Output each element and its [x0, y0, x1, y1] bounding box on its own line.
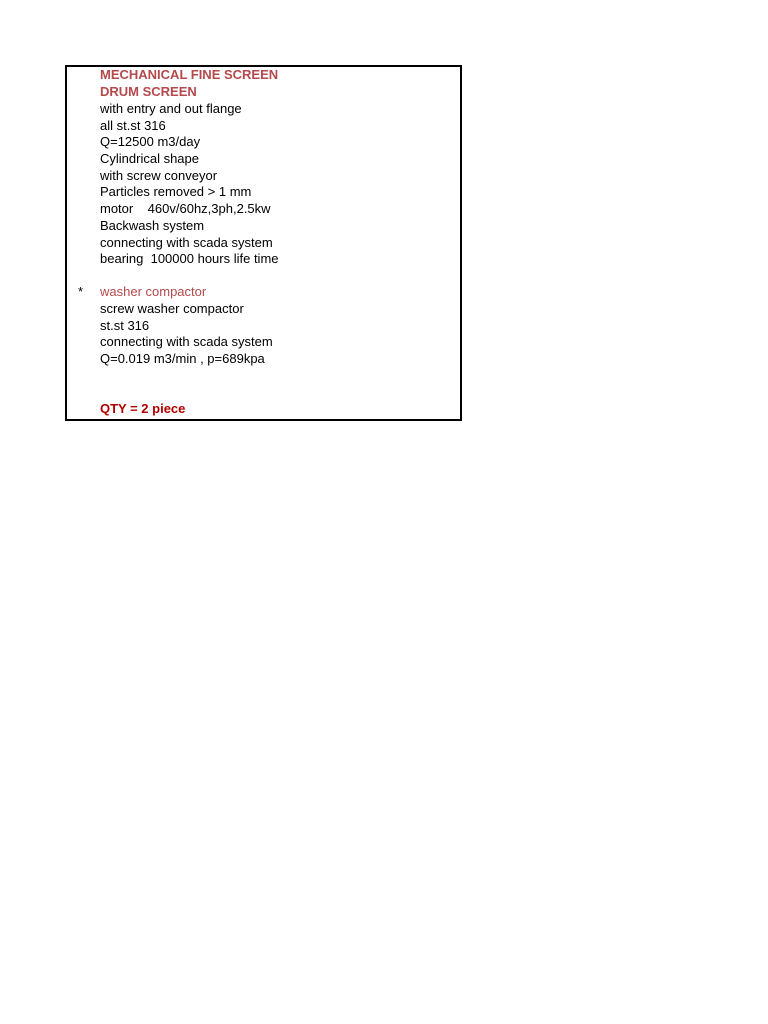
- spec-line: connecting with scada system: [100, 235, 273, 250]
- section-subheading: DRUM SCREEN: [100, 84, 197, 99]
- bullet-marker: *: [78, 284, 84, 299]
- spec-line: screw washer compactor: [100, 301, 244, 316]
- spec-line: Backwash system: [100, 218, 205, 233]
- quantity-label: QTY = 2 piece: [100, 401, 186, 416]
- washer-heading: washer compactor: [100, 284, 207, 299]
- spec-line: st.st 316: [100, 318, 150, 333]
- spec-box: [65, 65, 462, 421]
- spec-line: Q=12500 m3/day: [100, 134, 201, 149]
- spec-line: all st.st 316: [100, 118, 166, 133]
- spec-line: with entry and out flange: [100, 101, 242, 116]
- spec-line: Particles removed > 1 mm: [100, 184, 252, 199]
- spec-line: with screw conveyor: [100, 168, 218, 183]
- spec-line: connecting with scada system: [100, 334, 273, 349]
- spec-line: motor 460v/60hz,3ph,2.5kw: [100, 201, 271, 216]
- spec-line: bearing 100000 hours life time: [100, 251, 279, 266]
- section-heading: MECHANICAL FINE SCREEN: [100, 67, 279, 82]
- spec-line: Cylindrical shape: [100, 151, 199, 166]
- spec-line: Q=0.019 m3/min , p=689kpa: [100, 351, 265, 366]
